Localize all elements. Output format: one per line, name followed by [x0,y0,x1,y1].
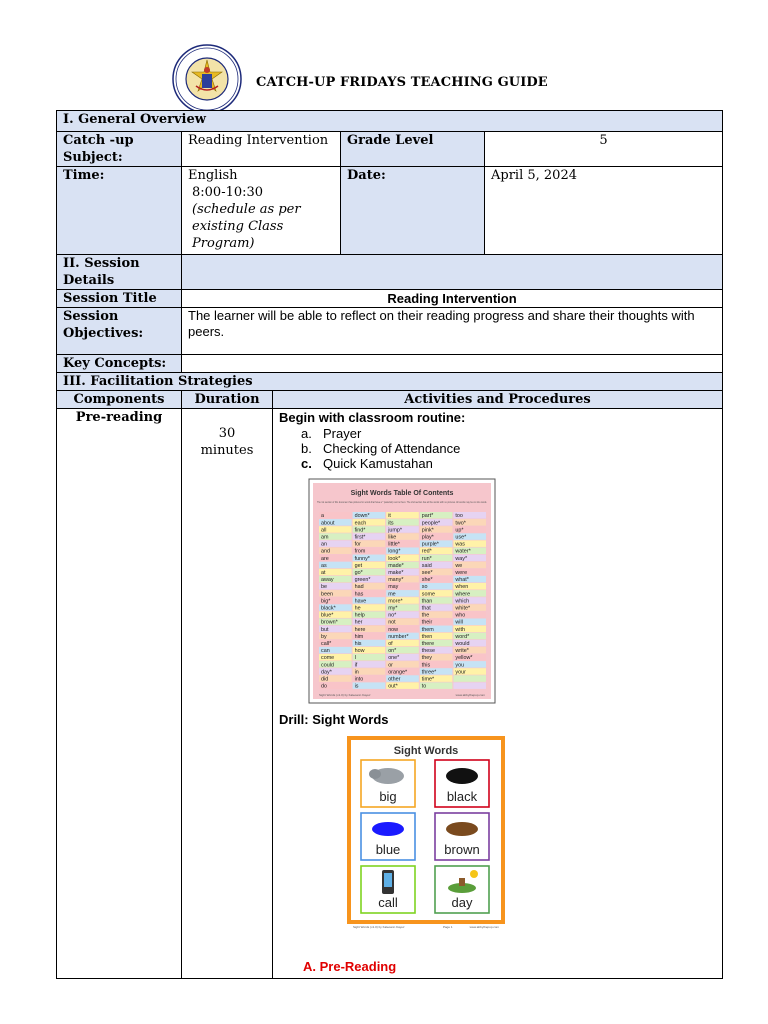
toc-word: three* [421,669,437,676]
card-title: Sight Words [393,745,459,757]
toc-word: are [321,555,329,562]
toc-word: for [354,541,361,548]
toc-word: at [321,570,326,576]
toc-word: than [421,598,433,605]
card-footer-left: Sight Words (v1.0) by Kaleoann Kayez [353,925,405,929]
toc-word: but [321,626,329,633]
toc-word: not [388,619,396,626]
toc-word: get [354,562,363,569]
toc-word: come [321,655,335,662]
toc-word: away [321,577,334,584]
grade-label: Grade Level [341,132,485,167]
section-session-details: II. Session Details [57,255,182,290]
toc-word: on* [388,648,397,655]
toc-word: been [321,591,333,598]
toc-word: may [388,584,399,591]
toc-word: find* [354,527,366,534]
col-activities: Activities and Procedures [273,391,723,409]
toc-word: him [354,633,364,640]
list-item [301,441,716,456]
toc-word: when [455,584,469,591]
toc-word: long* [388,548,401,555]
toc-word: were [455,570,468,576]
activities-cell [273,409,723,979]
toc-word: or [388,662,393,669]
tile-word: blue [375,842,401,857]
toc-word: them [421,626,434,633]
card-tile [435,813,489,860]
toc-word: am [321,534,329,541]
toc-word: yellow* [455,655,473,662]
col-duration: Duration [182,391,273,409]
card-tile [361,813,415,860]
toc-word: his [354,641,362,647]
document-header [172,44,572,114]
toc-word: too [455,513,463,520]
toc-word: little* [388,541,400,548]
toc-word: how [354,648,365,655]
toc-word: if [354,662,358,669]
toc-title: Sight Words Table Of Contents [350,490,454,497]
toc-word: which [455,598,470,605]
brown-blob-icon [446,822,478,836]
toc-cell [453,682,486,689]
list-item [301,426,716,441]
subject-label: Catch -up Subject: [57,132,182,167]
toc-word: so [421,584,428,591]
toc-word: purple* [421,541,439,548]
toc-word: their [421,619,433,626]
toc-word: like [388,534,397,541]
teaching-guide-table [56,110,723,979]
toc-word: by [321,633,327,640]
toc-word: red* [421,548,432,555]
toc-cell [353,654,386,661]
time-range: 8:00-10:30 [192,185,264,200]
duration-number: 30 [218,426,236,441]
toc-word: that [421,605,431,612]
toc-word: with [455,626,465,633]
duration-cell [182,409,273,979]
toc-word: use* [455,534,467,541]
toc-word: call* [321,641,332,647]
toc-word: first* [354,534,366,541]
tile-word: brown [444,842,480,857]
toc-word: it [388,513,391,520]
list-text: Checking of Attendance [323,441,461,456]
toc-word: help [354,612,365,619]
toc-word: number* [388,633,409,640]
section-general-overview: I. General Overview [57,111,723,132]
toc-word: made* [388,562,404,569]
session-title-label: Session Title [57,290,182,308]
toc-word: part* [421,513,434,520]
tile-word: call [378,895,398,910]
toc-word: many* [388,577,404,584]
toc-word: white* [455,605,471,612]
toc-word: all [321,527,327,534]
toc-word: make* [388,570,404,576]
toc-word: then [421,633,433,640]
toc-footer-right: www.abbythepup.com [455,693,485,697]
toc-word: what* [455,577,469,584]
toc-word: could [321,662,334,669]
toc-word: I [354,655,357,662]
toc-word: day* [321,669,332,676]
toc-word: two* [455,520,466,527]
key-concepts-label: Key Concepts: [57,355,182,373]
session-objectives-value: The learner will be able to reflect on their reading progress and share their thoughts with peers. [182,308,723,355]
toc-word: you [455,662,465,669]
phone-screen-icon [384,873,392,887]
deped-seal-icon [172,44,242,114]
list-text: Quick Kamustahan [323,456,433,471]
toc-word: as [321,562,327,569]
card-tile [435,760,489,807]
toc-word: into [354,676,364,683]
toc-word: my* [388,605,398,612]
toc-word: brown* [321,619,338,626]
time-value [182,167,341,255]
toc-word: can [321,648,330,655]
toc-word: an [321,541,327,548]
toc-word: was [455,541,465,548]
component-cell: Pre-reading [57,409,182,979]
toc-word: he [354,605,361,612]
toc-word: in [354,669,359,676]
toc-word: do [321,683,327,690]
col-components: Components [57,391,182,409]
toc-cell [386,512,419,519]
toc-word: of [388,641,393,647]
toc-word: has [354,591,364,598]
toc-word: me [388,591,396,598]
list-item [301,456,716,471]
toc-word: black* [321,605,336,612]
toc-word: up* [455,527,464,534]
time-language: English [188,168,238,183]
toc-word: blue* [321,612,334,619]
toc-word: these [421,648,435,655]
toc-word: play* [421,534,434,541]
house-icon [459,878,465,886]
toc-word: now [388,626,399,633]
toc-word: she* [421,577,433,584]
toc-word: is [354,683,359,690]
toc-footer-left: Sight Words (v1.0) by Kaleoann Kayez [319,693,371,697]
card-footer-mid: Page 1 [443,925,453,929]
toc-word: jump* [388,527,402,534]
toc-word: they [421,655,433,662]
toc-word: word* [455,633,470,640]
toc-intro: The 1st section of this document has pictures for words that have a * (asterisk) next to them. The 2nd section has all the words with no pictures. All words may be cut into cards. [317,500,488,504]
toc-word: out* [388,683,398,690]
subject-value: Reading Intervention [182,132,341,167]
card-tile [361,760,415,807]
hippo-head-icon [369,769,381,779]
section-facilitation: III. Facilitation Strategies [57,373,723,391]
toc-word: would [455,641,470,647]
toc-word: be [321,584,327,591]
prereading-label: A. Pre-Reading [303,959,397,974]
toc-word: big* [321,598,331,605]
routine-heading: Begin with classroom routine: [279,410,466,425]
toc-word: will [455,619,463,626]
toc-cell [353,661,386,668]
toc-word: from [354,548,366,555]
toc-word: your [455,669,466,676]
tile-word: black [446,789,478,804]
time-label: Time: [57,167,182,255]
black-blob-icon [446,768,478,784]
sight-words-card-image [347,734,505,930]
key-concepts-value [182,355,723,373]
list-marker: a. [301,426,312,441]
toc-word: no* [388,612,397,619]
toc-word: some [421,591,435,598]
toc-word: did [321,676,329,683]
toc-word: its [388,520,394,527]
toc-cell [453,675,486,682]
session-title-value: Reading Intervention [182,290,723,308]
toc-word: a [321,513,324,520]
toc-word: more* [388,598,403,605]
toc-word: other [388,676,401,683]
toc-word: where [455,591,471,598]
toc-word: water* [455,548,471,555]
blue-blob-icon [372,822,404,836]
toc-word: each [354,520,367,527]
toc-word: there [421,641,435,647]
card-tile [435,866,489,913]
toc-word: and [321,548,330,555]
toc-word: funny* [354,555,370,562]
routine-list [301,426,716,471]
toc-word: way* [455,555,468,562]
toc-word: have [354,598,367,605]
toc-word: the [421,612,430,619]
toc-word: run* [421,555,432,562]
toc-word: had [354,584,364,591]
drill-label: Drill: Sight Words [279,712,389,727]
document-title: CATCH-UP FRIDAYS TEACHING GUIDE [256,75,548,90]
date-label: Date: [341,167,485,255]
toc-word: write* [455,648,469,655]
toc-word: people* [421,520,441,527]
date-value: April 5, 2024 [485,167,723,255]
toc-word: time* [421,676,435,683]
toc-word: we [455,562,463,569]
list-marker: b. [301,441,312,456]
toc-word: orange* [388,669,408,676]
toc-word: green* [354,577,371,584]
toc-word: to [421,683,427,690]
toc-word: this [421,662,431,669]
toc-word: here [354,626,366,633]
tile-word: big [379,789,397,804]
toc-word: who [455,612,466,619]
duration-unit: minutes [200,443,254,458]
toc-word: about [321,520,335,527]
grade-value: 5 [485,132,723,167]
toc-word: said [421,562,432,569]
session-objectives-label: Session Objectives: [57,308,182,355]
tile-word: day [451,895,473,910]
card-footer-right: www.abbythepup.com [469,925,499,929]
sight-words-toc-image [309,479,495,703]
time-note: (schedule as per existing Class Program) [192,202,301,251]
list-marker: c. [301,456,312,471]
list-text: Prayer [323,426,362,441]
session-details-fill [182,255,723,290]
toc-word: pink* [421,527,434,534]
card-tile [361,866,415,913]
toc-word: down* [354,513,370,520]
toc-word: one* [388,655,400,662]
sun-icon [470,870,478,878]
toc-word: look* [388,555,401,562]
toc-word: go* [354,570,363,576]
toc-word: her [354,619,363,626]
toc-word: see* [421,570,433,576]
